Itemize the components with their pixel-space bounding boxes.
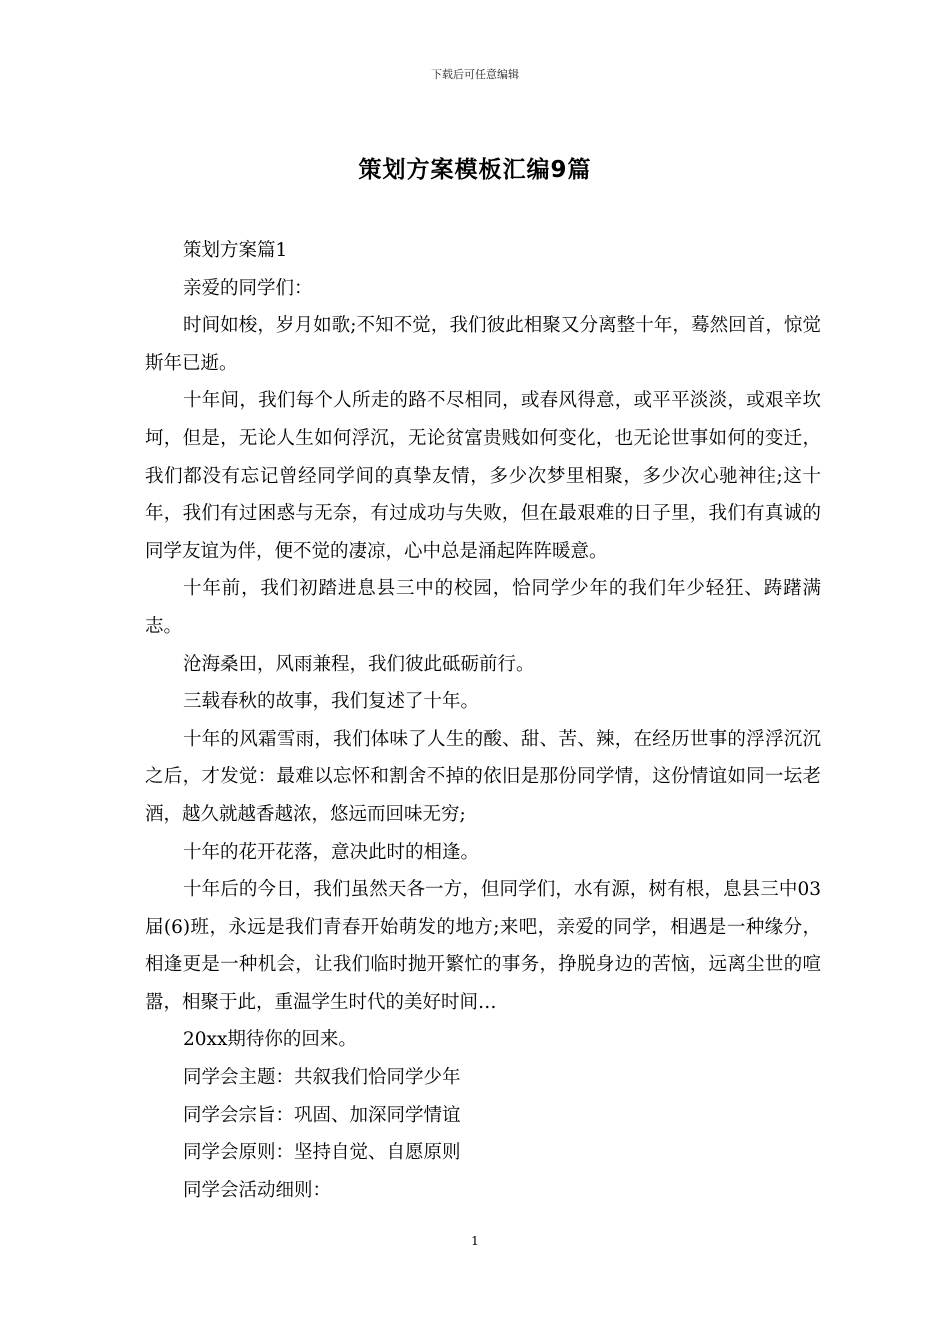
body-paragraph: 沧海桑田，风雨兼程，我们彼此砥砺前行。 xyxy=(183,653,535,675)
body-paragraph: 十年的风霜雪雨，我们体味了人生的酸、甜、苦、辣，在经历世事的浮浮沉沉之后，才发觉：最难以忘怀和割舍不掉的依旧是那份同学情，这份情谊如同一坛老酒，越久就越香越浓，悠远而回味无穷; xyxy=(145,728,821,825)
document-title: 策划方案模板汇编9篇 xyxy=(358,157,592,183)
body-paragraph: 三载春秋的故事，我们复述了十年。 xyxy=(183,691,480,713)
reunion-activity-rules: 同学会活动细则： xyxy=(183,1179,332,1201)
reunion-purpose: 同学会宗旨：巩固、加深同学情谊 xyxy=(183,1104,461,1126)
reunion-principle: 同学会原则：坚持自觉、自愿原则 xyxy=(183,1142,461,1164)
body-paragraph: 十年后的今日，我们虽然天各一方，但同学们，水有源，树有根，息县三中03届(6)班，永远是我们青春开始萌发的地方;来吧，亲爱的同学，相遇是一种缘分，相逢更是一种机会，让我们临时抛开繁忙的事务，挣脱身边的苦恼，远离尘世的喧嚣，相聚于此，重温学生时代的美好时间… xyxy=(145,879,821,1013)
document-body xyxy=(145,232,821,1209)
salutation: 亲爱的同学们： xyxy=(183,277,313,299)
body-paragraph: 十年前，我们初踏进息县三中的校园，恰同学少年的我们年少轻狂、踌躇满志。 xyxy=(145,578,821,637)
reunion-theme: 同学会主题：共叙我们恰同学少年 xyxy=(183,1067,461,1089)
body-paragraph: 十年的花开花落，意决此时的相逢。 xyxy=(183,841,480,863)
section-heading: 策划方案篇1 xyxy=(183,240,288,261)
page-number: 1 xyxy=(471,1234,479,1248)
page-header-note: 下载后可任意编辑 xyxy=(431,68,519,81)
body-paragraph: 20xx期待你的回来。 xyxy=(183,1029,357,1051)
body-paragraph: 时间如梭，岁月如歌;不知不觉，我们彼此相聚又分离整十年，蓦然回首，惊觉斯年已逝。 xyxy=(145,315,821,374)
body-paragraph: 十年间，我们每个人所走的路不尽相同，或春风得意，或平平淡淡，或艰辛坎坷，但是，无论人生如何浮沉，无论贫富贵贱如何变化，也无论世事如何的变迁，我们都没有忘记曾经同学间的真挚友情，多少次梦里相聚，多少次心驰神往;这十年，我们有过困惑与无奈，有过成功与失败，但在最艰难的日子里，我们有真诚的同学友谊为伴，便不觉的凄凉，心中总是涌起阵阵暖意。 xyxy=(145,390,821,562)
